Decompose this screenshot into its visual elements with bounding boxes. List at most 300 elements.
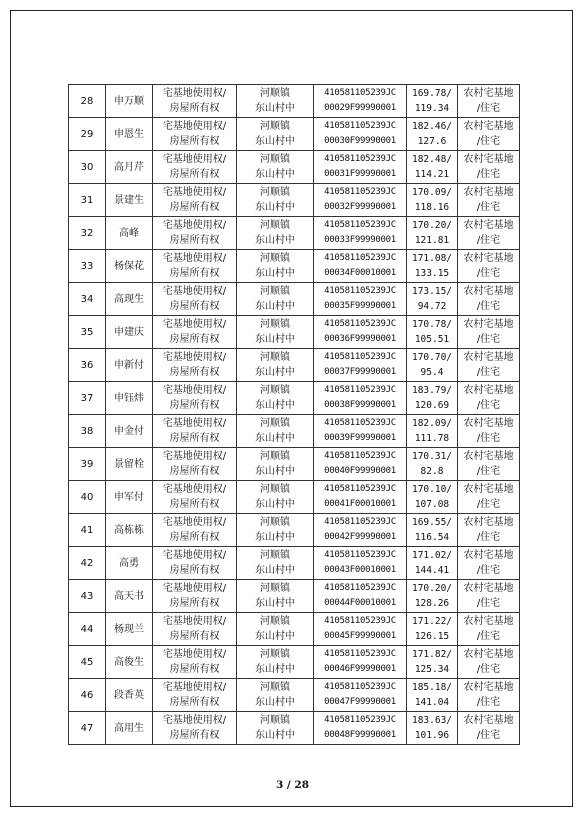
land-use-line: /住宅 <box>476 631 501 642</box>
parcel-code-line: 00040F99990001 <box>324 466 396 476</box>
area-cell <box>407 217 458 250</box>
row-number-cell: 36 <box>69 349 106 382</box>
land-use-cell <box>458 85 520 118</box>
registration-table-body <box>69 85 520 745</box>
land-use-line: 农村宅基地 <box>463 88 514 99</box>
area-line: 101.96 <box>414 730 450 741</box>
right-type-line: 宅基地使用权/ <box>162 88 227 99</box>
row-number-cell: 37 <box>69 382 106 415</box>
area-line: 170.10/ <box>411 484 453 495</box>
location-cell <box>237 613 314 646</box>
location-cell <box>237 118 314 151</box>
area-line: 141.04 <box>414 697 450 708</box>
parcel-code-line: 00043F00010001 <box>324 565 396 575</box>
owner-name-cell: 申新付 <box>106 349 153 382</box>
row-number-cell: 31 <box>69 184 106 217</box>
land-use-line: /住宅 <box>476 235 501 246</box>
right-type-line: 房屋所有权 <box>169 697 220 708</box>
area-line: 170.09/ <box>411 187 453 198</box>
location-line: 河顺镇 <box>260 286 290 297</box>
land-use-line: /住宅 <box>476 136 501 147</box>
land-use-cell <box>458 283 520 316</box>
right-type-line: 宅基地使用权/ <box>162 319 227 330</box>
location-line: 东山村中 <box>255 532 295 543</box>
row-number-cell: 43 <box>69 580 106 613</box>
land-use-cell <box>458 349 520 382</box>
table-row <box>69 547 520 580</box>
right-type-cell <box>153 613 237 646</box>
owner-name-cell: 申万顺 <box>106 85 153 118</box>
land-use-line: 农村宅基地 <box>463 616 514 627</box>
owner-name-cell: 高天书 <box>106 580 153 613</box>
area-line: 107.08 <box>414 499 450 510</box>
parcel-code-line: 00031F99990001 <box>324 169 396 179</box>
land-use-line: 农村宅基地 <box>463 583 514 594</box>
location-line: 东山村中 <box>255 202 295 213</box>
owner-name-cell: 申钰炜 <box>106 382 153 415</box>
table-row <box>69 118 520 151</box>
parcel-code-cell <box>314 217 407 250</box>
right-type-line: 房屋所有权 <box>169 400 220 411</box>
right-type-line: 宅基地使用权/ <box>162 583 227 594</box>
land-use-cell <box>458 217 520 250</box>
area-cell <box>407 547 458 580</box>
row-number-cell: 45 <box>69 646 106 679</box>
location-line: 东山村中 <box>255 433 295 444</box>
parcel-code-line: 410581105239JC <box>324 154 396 164</box>
parcel-code-line: 00032F99990001 <box>324 202 396 212</box>
parcel-code-cell <box>314 85 407 118</box>
location-line: 东山村中 <box>255 103 295 114</box>
area-line: 144.41 <box>414 565 450 576</box>
area-line: 182.46/ <box>411 121 453 132</box>
parcel-code-cell <box>314 283 407 316</box>
land-use-line: /住宅 <box>476 466 501 477</box>
land-use-cell <box>458 250 520 283</box>
parcel-code-cell <box>314 679 407 712</box>
right-type-cell <box>153 118 237 151</box>
parcel-code-cell <box>314 646 407 679</box>
area-cell <box>407 85 458 118</box>
area-cell <box>407 481 458 514</box>
area-line: 182.09/ <box>411 418 453 429</box>
location-cell <box>237 481 314 514</box>
right-type-line: 宅基地使用权/ <box>162 253 227 264</box>
parcel-code-cell <box>314 184 407 217</box>
location-line: 河顺镇 <box>260 418 290 429</box>
owner-name-cell: 高栋栋 <box>106 514 153 547</box>
area-cell <box>407 613 458 646</box>
parcel-code-line: 00037F99990001 <box>324 367 396 377</box>
page-number: 3 / 28 <box>275 779 310 791</box>
location-line: 东山村中 <box>255 301 295 312</box>
location-line: 河顺镇 <box>260 616 290 627</box>
right-type-cell <box>153 250 237 283</box>
land-use-line: /住宅 <box>476 598 501 609</box>
table-row <box>69 646 520 679</box>
parcel-code-line: 410581105239JC <box>324 484 396 494</box>
owner-name-cell: 申军付 <box>106 481 153 514</box>
land-use-cell <box>458 646 520 679</box>
row-number-cell: 39 <box>69 448 106 481</box>
land-use-line: 农村宅基地 <box>463 253 514 264</box>
row-number-cell: 42 <box>69 547 106 580</box>
parcel-code-line: 410581105239JC <box>324 253 396 263</box>
land-use-line: /住宅 <box>476 730 501 741</box>
owner-name-cell: 高用生 <box>106 712 153 745</box>
table-row <box>69 712 520 745</box>
location-cell <box>237 184 314 217</box>
area-line: 128.26 <box>414 598 450 609</box>
land-use-cell <box>458 514 520 547</box>
land-use-cell <box>458 613 520 646</box>
location-cell <box>237 151 314 184</box>
right-type-cell <box>153 217 237 250</box>
area-line: 182.48/ <box>411 154 453 165</box>
land-use-line: 农村宅基地 <box>463 418 514 429</box>
location-cell <box>237 316 314 349</box>
table-row <box>69 481 520 514</box>
right-type-cell <box>153 679 237 712</box>
area-line: 183.63/ <box>411 715 453 726</box>
parcel-code-line: 410581105239JC <box>324 715 396 725</box>
area-line: 170.78/ <box>411 319 453 330</box>
location-cell <box>237 250 314 283</box>
row-number-cell: 35 <box>69 316 106 349</box>
owner-name-cell: 申恩生 <box>106 118 153 151</box>
land-use-line: /住宅 <box>476 103 501 114</box>
parcel-code-cell <box>314 481 407 514</box>
owner-name-cell: 申金付 <box>106 415 153 448</box>
area-cell <box>407 514 458 547</box>
area-line: 173.15/ <box>411 286 453 297</box>
right-type-line: 宅基地使用权/ <box>162 484 227 495</box>
area-cell <box>407 349 458 382</box>
parcel-code-line: 410581105239JC <box>324 418 396 428</box>
owner-name-cell: 高峰 <box>106 217 153 250</box>
location-line: 河顺镇 <box>260 319 290 330</box>
parcel-code-line: 00038F99990001 <box>324 400 396 410</box>
parcel-code-line: 410581105239JC <box>324 286 396 296</box>
land-use-line: 农村宅基地 <box>463 517 514 528</box>
area-line: 185.18/ <box>411 682 453 693</box>
location-cell <box>237 679 314 712</box>
area-cell <box>407 250 458 283</box>
right-type-line: 宅基地使用权/ <box>162 517 227 528</box>
right-type-cell <box>153 547 237 580</box>
right-type-line: 宅基地使用权/ <box>162 220 227 231</box>
right-type-line: 房屋所有权 <box>169 202 220 213</box>
row-number-cell: 40 <box>69 481 106 514</box>
parcel-code-cell <box>314 382 407 415</box>
land-use-line: /住宅 <box>476 433 501 444</box>
table-row <box>69 151 520 184</box>
area-cell <box>407 283 458 316</box>
location-cell <box>237 580 314 613</box>
area-line: 133.15 <box>414 268 450 279</box>
area-line: 171.02/ <box>411 550 453 561</box>
parcel-code-cell <box>314 580 407 613</box>
table-row <box>69 613 520 646</box>
right-type-cell <box>153 415 237 448</box>
right-type-line: 房屋所有权 <box>169 136 220 147</box>
right-type-cell <box>153 316 237 349</box>
land-use-line: /住宅 <box>476 268 501 279</box>
area-cell <box>407 151 458 184</box>
location-cell <box>237 283 314 316</box>
parcel-code-line: 00044F00010001 <box>324 598 396 608</box>
parcel-code-line: 00041F00010001 <box>324 499 396 509</box>
land-use-line: 农村宅基地 <box>463 286 514 297</box>
land-use-cell <box>458 151 520 184</box>
land-use-line: 农村宅基地 <box>463 352 514 363</box>
row-number-cell: 34 <box>69 283 106 316</box>
right-type-line: 房屋所有权 <box>169 631 220 642</box>
right-type-line: 房屋所有权 <box>169 433 220 444</box>
location-line: 东山村中 <box>255 598 295 609</box>
parcel-code-line: 410581105239JC <box>324 649 396 659</box>
location-line: 河顺镇 <box>260 451 290 462</box>
right-type-cell <box>153 646 237 679</box>
right-type-line: 房屋所有权 <box>169 532 220 543</box>
location-line: 东山村中 <box>255 235 295 246</box>
table-row <box>69 283 520 316</box>
parcel-code-cell <box>314 712 407 745</box>
right-type-cell <box>153 382 237 415</box>
right-type-cell <box>153 151 237 184</box>
parcel-code-line: 00036F99990001 <box>324 334 396 344</box>
parcel-code-cell <box>314 349 407 382</box>
parcel-code-cell <box>314 448 407 481</box>
right-type-cell <box>153 580 237 613</box>
land-use-cell <box>458 580 520 613</box>
area-line: 121.81 <box>414 235 450 246</box>
right-type-cell <box>153 349 237 382</box>
location-line: 河顺镇 <box>260 484 290 495</box>
parcel-code-cell <box>314 250 407 283</box>
land-use-cell <box>458 712 520 745</box>
row-number-cell: 30 <box>69 151 106 184</box>
land-use-line: /住宅 <box>476 565 501 576</box>
area-line: 170.31/ <box>411 451 453 462</box>
parcel-code-line: 410581105239JC <box>324 88 396 98</box>
parcel-code-line: 00046F99990001 <box>324 664 396 674</box>
row-number-cell: 47 <box>69 712 106 745</box>
location-line: 东山村中 <box>255 169 295 180</box>
right-type-line: 宅基地使用权/ <box>162 418 227 429</box>
area-line: 171.22/ <box>411 616 453 627</box>
area-cell <box>407 184 458 217</box>
parcel-code-line: 00045F99990001 <box>324 631 396 641</box>
location-line: 河顺镇 <box>260 187 290 198</box>
parcel-code-cell <box>314 118 407 151</box>
parcel-code-cell <box>314 514 407 547</box>
parcel-code-line: 410581105239JC <box>324 220 396 230</box>
table-row <box>69 514 520 547</box>
right-type-line: 宅基地使用权/ <box>162 451 227 462</box>
location-cell <box>237 382 314 415</box>
land-use-cell <box>458 415 520 448</box>
parcel-code-line: 00033F99990001 <box>324 235 396 245</box>
land-use-cell <box>458 679 520 712</box>
parcel-code-line: 410581105239JC <box>324 385 396 395</box>
area-cell <box>407 118 458 151</box>
location-line: 东山村中 <box>255 367 295 378</box>
area-line: 169.55/ <box>411 517 453 528</box>
location-line: 河顺镇 <box>260 352 290 363</box>
area-cell <box>407 580 458 613</box>
area-line: 125.34 <box>414 664 450 675</box>
land-use-cell <box>458 184 520 217</box>
land-use-line: /住宅 <box>476 202 501 213</box>
area-line: 183.79/ <box>411 385 453 396</box>
land-use-cell <box>458 316 520 349</box>
right-type-line: 宅基地使用权/ <box>162 682 227 693</box>
area-line: 94.72 <box>417 301 447 312</box>
table-row <box>69 448 520 481</box>
land-use-line: 农村宅基地 <box>463 385 514 396</box>
land-use-line: /住宅 <box>476 301 501 312</box>
location-line: 河顺镇 <box>260 517 290 528</box>
land-use-line: /住宅 <box>476 334 501 345</box>
parcel-code-line: 00034F00010001 <box>324 268 396 278</box>
table-row <box>69 85 520 118</box>
land-use-cell <box>458 118 520 151</box>
row-number-cell: 33 <box>69 250 106 283</box>
row-number-cell: 44 <box>69 613 106 646</box>
parcel-code-cell <box>314 613 407 646</box>
area-cell <box>407 382 458 415</box>
area-line: 116.54 <box>414 532 450 543</box>
land-use-line: 农村宅基地 <box>463 187 514 198</box>
right-type-line: 宅基地使用权/ <box>162 187 227 198</box>
land-use-line: /住宅 <box>476 400 501 411</box>
area-cell <box>407 712 458 745</box>
area-line: 114.21 <box>414 169 450 180</box>
right-type-line: 宅基地使用权/ <box>162 649 227 660</box>
right-type-line: 房屋所有权 <box>169 466 220 477</box>
owner-name-cell: 高月芹 <box>106 151 153 184</box>
area-cell <box>407 679 458 712</box>
location-line: 东山村中 <box>255 334 295 345</box>
right-type-line: 房屋所有权 <box>169 103 220 114</box>
parcel-code-line: 00035F99990001 <box>324 301 396 311</box>
owner-name-cell: 高现生 <box>106 283 153 316</box>
location-cell <box>237 547 314 580</box>
land-use-line: 农村宅基地 <box>463 154 514 165</box>
right-type-cell <box>153 184 237 217</box>
land-use-line: 农村宅基地 <box>463 319 514 330</box>
table-row <box>69 184 520 217</box>
registration-table <box>68 84 520 745</box>
row-number-cell: 32 <box>69 217 106 250</box>
location-line: 河顺镇 <box>260 682 290 693</box>
area-cell <box>407 316 458 349</box>
row-number-cell: 28 <box>69 85 106 118</box>
right-type-line: 宅基地使用权/ <box>162 286 227 297</box>
row-number-cell: 38 <box>69 415 106 448</box>
area-line: 170.70/ <box>411 352 453 363</box>
location-line: 河顺镇 <box>260 649 290 660</box>
area-line: 127.6 <box>417 136 447 147</box>
parcel-code-line: 410581105239JC <box>324 352 396 362</box>
location-line: 东山村中 <box>255 697 295 708</box>
right-type-line: 宅基地使用权/ <box>162 385 227 396</box>
parcel-code-line: 00029F99990001 <box>324 103 396 113</box>
land-use-cell <box>458 547 520 580</box>
row-number-cell: 29 <box>69 118 106 151</box>
land-use-line: /住宅 <box>476 697 501 708</box>
right-type-cell <box>153 481 237 514</box>
right-type-line: 房屋所有权 <box>169 235 220 246</box>
location-line: 东山村中 <box>255 268 295 279</box>
area-line: 111.78 <box>414 433 450 444</box>
land-use-line: 农村宅基地 <box>463 451 514 462</box>
land-use-line: /住宅 <box>476 664 501 675</box>
right-type-cell <box>153 448 237 481</box>
parcel-code-line: 410581105239JC <box>324 682 396 692</box>
land-use-line: 农村宅基地 <box>463 649 514 660</box>
area-line: 170.20/ <box>411 220 453 231</box>
land-use-line: 农村宅基地 <box>463 484 514 495</box>
table-row <box>69 250 520 283</box>
right-type-cell <box>153 712 237 745</box>
right-type-line: 房屋所有权 <box>169 367 220 378</box>
parcel-code-line: 00039F99990001 <box>324 433 396 443</box>
location-line: 河顺镇 <box>260 121 290 132</box>
location-line: 河顺镇 <box>260 253 290 264</box>
parcel-code-line: 00030F99990001 <box>324 136 396 146</box>
row-number-cell: 46 <box>69 679 106 712</box>
location-cell <box>237 514 314 547</box>
right-type-line: 宅基地使用权/ <box>162 352 227 363</box>
table-row <box>69 382 520 415</box>
right-type-cell <box>153 85 237 118</box>
area-line: 171.08/ <box>411 253 453 264</box>
right-type-cell <box>153 283 237 316</box>
parcel-code-line: 410581105239JC <box>324 451 396 461</box>
right-type-line: 房屋所有权 <box>169 565 220 576</box>
land-use-cell <box>458 448 520 481</box>
area-line: 126.15 <box>414 631 450 642</box>
location-line: 河顺镇 <box>260 220 290 231</box>
parcel-code-line: 00042F99990001 <box>324 532 396 542</box>
location-cell <box>237 217 314 250</box>
owner-name-cell: 高俊生 <box>106 646 153 679</box>
location-line: 东山村中 <box>255 466 295 477</box>
right-type-line: 房屋所有权 <box>169 169 220 180</box>
area-line: 119.34 <box>414 103 450 114</box>
right-type-line: 宅基地使用权/ <box>162 121 227 132</box>
right-type-line: 宅基地使用权/ <box>162 715 227 726</box>
owner-name-cell: 景留栓 <box>106 448 153 481</box>
right-type-cell <box>153 514 237 547</box>
location-line: 东山村中 <box>255 631 295 642</box>
owner-name-cell: 高勇 <box>106 547 153 580</box>
parcel-code-line: 410581105239JC <box>324 616 396 626</box>
area-line: 105.51 <box>414 334 450 345</box>
parcel-code-line: 410581105239JC <box>324 517 396 527</box>
area-line: 120.69 <box>414 400 450 411</box>
parcel-code-line: 00047F99990001 <box>324 697 396 707</box>
parcel-code-line: 410581105239JC <box>324 550 396 560</box>
table-row <box>69 349 520 382</box>
land-use-line: 农村宅基地 <box>463 682 514 693</box>
parcel-code-line: 410581105239JC <box>324 121 396 131</box>
location-line: 河顺镇 <box>260 550 290 561</box>
parcel-code-cell <box>314 316 407 349</box>
parcel-code-line: 410581105239JC <box>324 319 396 329</box>
